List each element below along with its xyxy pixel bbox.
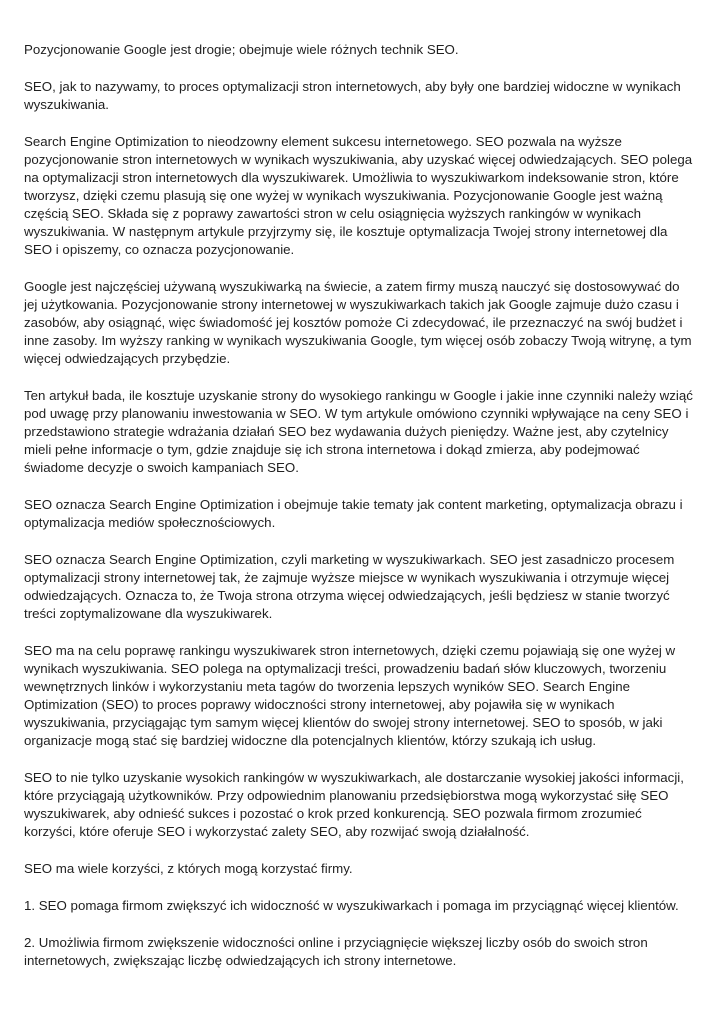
paragraph-intro: Pozycjonowanie Google jest drogie; obejmuje wiele różnych technik SEO. [24, 42, 459, 57]
list-item-benefit-2: 2. Umożliwia firmom zwiększenie widoczności online i przyciągnięcie większej liczby osób do swoich stron internetowych, zwiększając liczbę odwiedzających ich strony internetowe. [24, 935, 648, 968]
paragraph-seo-goal: SEO ma na celu poprawę rankingu wyszukiwarek stron internetowych, dzięki czemu pojawiają się one wyżej w wynikach wyszukiwania. SEO polega na optymalizacji treści, prowadzeniu badań słów kluczowych, tworzeniu wewnętrznych linków i wykorzystaniu meta tagów do tworzenia lepszych wyników SEO. Search Engine Optimization (SEO) to proces poprawy widoczności strony internetowej, aby pojawiła się w wynikach wyszukiwania, przyciągając tym samym więcej klientów do swojej strony internetowej. SEO to sposób, w jaki organizacje mogą stać się bardziej widoczne dla potencjalnych klientów, którzy szukają ich usług. [24, 643, 676, 748]
paragraph-search-engine-optimization: Search Engine Optimization to nieodzowny element sukcesu internetowego. SEO pozwala na wyższe pozycjonowanie stron internetowych w wynikach wyszukiwania, aby uzyskać więcej odwiedzających. SEO polega na optymalizacji stron internetowych dla wyszukiwarek. Umożliwia to wyszukiwarkom indeksowanie stron, które tworzysz, dzięki czemu plasują się one wyżej w wynikach wyszukiwania. Pozycjonowanie Google jest ważną częścią SEO. Składa się z poprawy zawartości stron w celu osiągnięcia wyższych rankingów w wynikach wyszukiwania. W następnym artykule przyjrzymy się, ile kosztuje optymalizacja Twojej strony internetowej dla SEO i opiszemy, co oznacza pozycjonowanie. [24, 134, 693, 257]
paragraph-seo-quality: SEO to nie tylko uzyskanie wysokich rankingów w wyszukiwarkach, ale dostarczanie wysokiej jakości informacji, które przyciągają użytkowników. Przy odpowiednim planowaniu przedsiębiorstwa mogą wykorzystać siłę SEO wyszukiwarek, aby odnieść sukces i pozostać o krok przed konkurencją. SEO pozwala firmom zrozumieć korzyści, które oferuje SEO i wykorzystać zalety SEO, aby rozwijać swoją działalność. [24, 770, 684, 839]
list-item-benefit-1: 1. SEO pomaga firmom zwiększyć ich widoczność w wyszukiwarkach i pomaga im przyciągnąć więcej klientów. [24, 898, 679, 913]
paragraph-seo-definition: SEO, jak to nazywamy, to proces optymalizacji stron internetowych, aby były one bardziej widoczne w wynikach wyszukiwania. [24, 79, 681, 112]
paragraph-seo-topics: SEO oznacza Search Engine Optimization i obejmuje takie tematy jak content marketing, optymalizacja obrazu i optymalizacja mediów społecznościowych. [24, 497, 683, 530]
paragraph-seo-benefits-intro: SEO ma wiele korzyści, z których mogą korzystać firmy. [24, 861, 353, 876]
paragraph-google-usage: Google jest najczęściej używaną wyszukiwarką na świecie, a zatem firmy muszą nauczyć się dostosowywać do jej użytkowania. Pozycjonowanie strony internetowej w wyszukiwarkach takich jak Google zajmuje dużo czasu i zasobów, aby osiągnąć, więc świadomość jej kosztów pomoże Ci zdecydować, ile przeznaczyć na swój budżet i inne zasoby. Im wyższy ranking w wynikach wyszukiwania Google, tym więcej osób zobaczy Twoją witrynę, a tym więcej odwiedzających przybędzie. [24, 279, 692, 366]
paragraph-seo-marketing: SEO oznacza Search Engine Optimization, czyli marketing w wyszukiwarkach. SEO jest zasadniczo procesem optymalizacji strony internetowej tak, że zajmuje wyższe miejsce w wynikach wyszukiwania i otrzymuje więcej odwiedzających. Oznacza to, że Twoja strona otrzyma więcej odwiedzających, jeśli będziesz w stanie tworzyć treści zoptymalizowane dla wyszukiwarek. [24, 552, 675, 621]
paragraph-article-scope: Ten artykuł bada, ile kosztuje uzyskanie strony do wysokiego rankingu w Google i jakie inne czynniki należy wziąć pod uwagę przy planowaniu inwestowania w SEO. W tym artykule omówiono czynniki wpływające na ceny SEO i przedstawiono strategie wdrażania działań SEO bez wydawania dużych pieniędzy. Ważne jest, aby czytelnicy mieli pełne informacje o tym, gdzie znajduje się ich strona internetowa i dokąd zmierza, aby podejmować świadome decyzje o swoich kampaniach SEO. [24, 388, 693, 475]
